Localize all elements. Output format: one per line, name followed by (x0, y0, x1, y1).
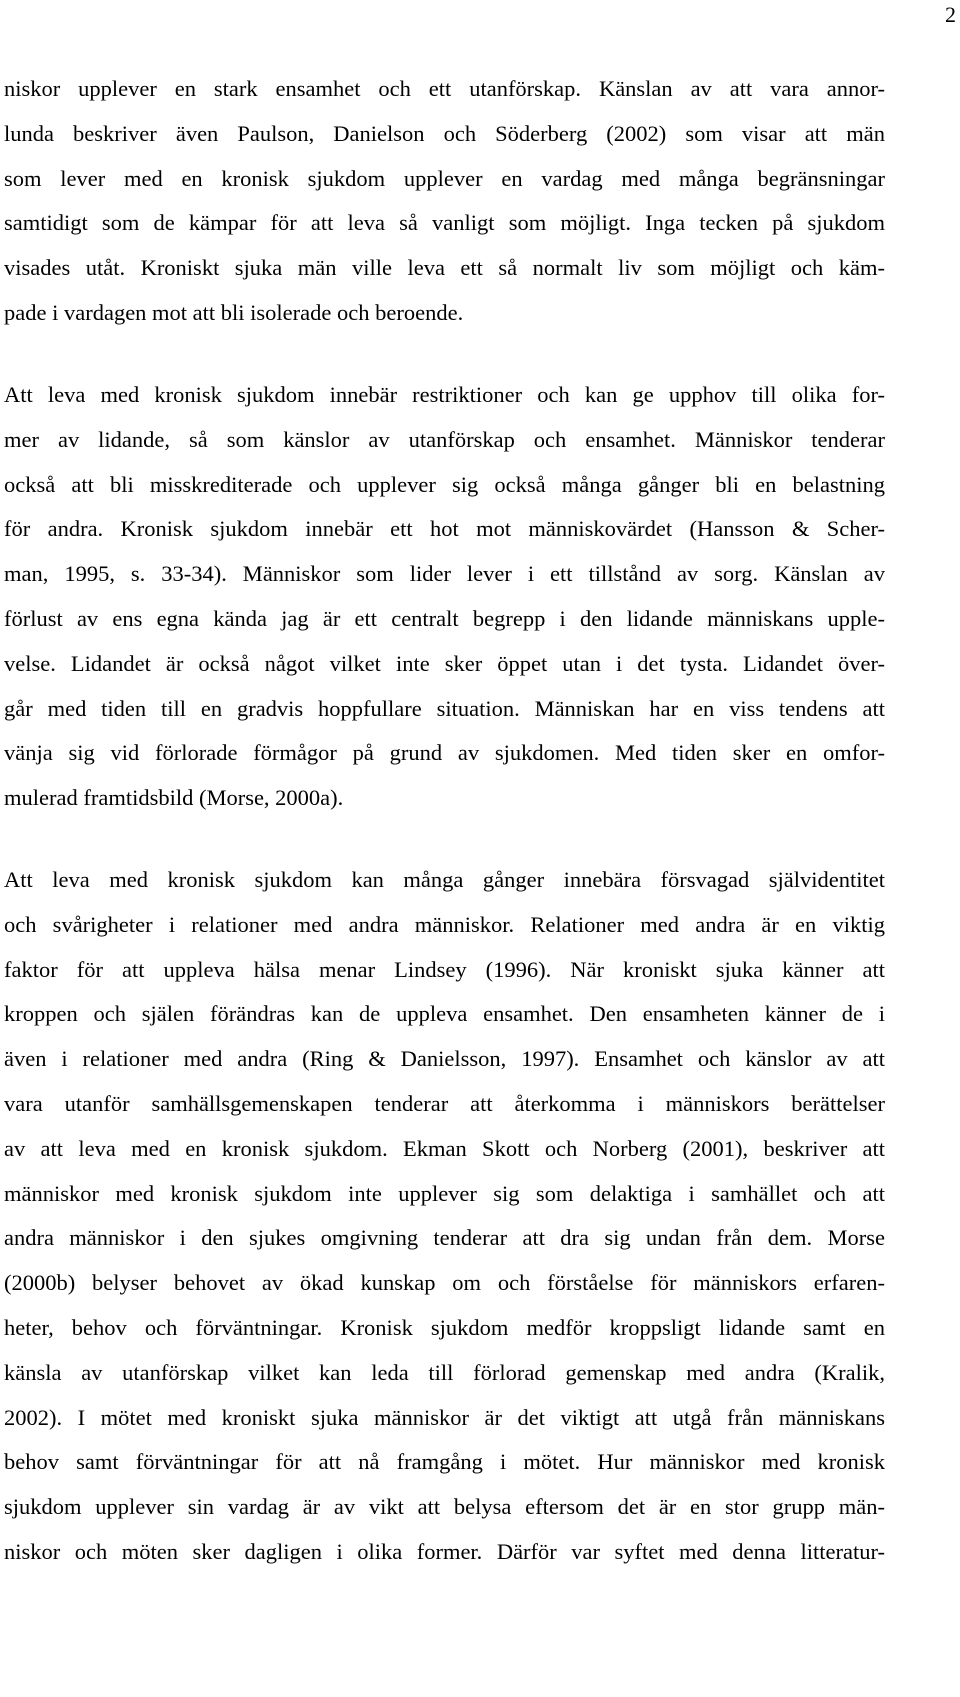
text-line: sjukdom upplever sin vardag är av vikt att belysa eftersom det är en stor grupp män- (4, 1494, 885, 1520)
paragraph-1 (4, 67, 885, 336)
text-line: heter, behov och förväntningar. Kronisk sjukdom medför kroppsligt lidande samt en (4, 1314, 885, 1340)
text-line: vara utanför samhällsgemenskapen tenderar att återkomma i människors berättelser (4, 1090, 885, 1116)
text-line: niskor och möten sker dagligen i olika former. Därför var syftet med denna litteratur- (4, 1538, 885, 1564)
text-line: (2000b) belyser behovet av ökad kunskap om och förståelse för människors erfaren- (4, 1270, 885, 1296)
text-line: mer av lidande, så som känslor av utanförskap och ensamhet. Människor tenderar (4, 426, 885, 452)
text-line: också att bli misskrediterade och upplever sig också många gånger bli en belastning (4, 471, 885, 497)
paragraph-2 (4, 373, 885, 821)
text-line: samtidigt som de kämpar för att leva så vanligt som möjligt. Inga tecken på sjukdom (4, 210, 885, 236)
text-line: niskor upplever en stark ensamhet och ett utanförskap. Känslan av att vara annor- (4, 76, 885, 101)
text-line: Att leva med kronisk sjukdom kan många gånger innebära försvagad självidentitet (4, 867, 885, 892)
text-line: 2002). I mötet med kroniskt sjuka människor är det viktigt att utgå från människans (4, 1404, 885, 1430)
text-line: kroppen och själen förändras kan de uppleva ensamhet. Den ensamheten känner de i (4, 1001, 885, 1027)
text-line: mulerad framtidsbild (Morse, 2000a). (4, 785, 344, 811)
text-line: även i relationer med andra (Ring & Danielsson, 1997). Ensamhet och känslor av att (4, 1046, 885, 1072)
text-line: och svårigheter i relationer med andra människor. Relationer med andra är en viktig (4, 911, 885, 937)
page-number: 2 (945, 2, 956, 27)
text-line: av att leva med en kronisk sjukdom. Ekman Skott och Norberg (2001), beskriver att (4, 1135, 885, 1161)
text-line: som lever med en kronisk sjukdom upplever en vardag med många begränsningar (4, 165, 885, 191)
text-line: människor med kronisk sjukdom inte upplever sig som delaktiga i samhället och att (4, 1180, 885, 1206)
text-line: behov samt förväntningar för att nå framgång i mötet. Hur människor med kronisk (4, 1449, 885, 1475)
text-line: faktor för att uppleva hälsa menar Lindsey (1996). När kroniskt sjuka känner att (4, 956, 885, 982)
text-line: förlust av ens egna kända jag är ett centralt begrepp i den lidande människans upple- (4, 605, 885, 631)
text-line: pade i vardagen mot att bli isolerade och beroende. (4, 299, 464, 325)
paragraph-3 (4, 858, 885, 1575)
text-line: går med tiden till en gradvis hoppfullare situation. Människan har en viss tendens att (4, 695, 885, 721)
text-line: för andra. Kronisk sjukdom innebär ett hot mot människovärdet (Hansson & Scher- (4, 516, 885, 542)
text-line: vänja sig vid förlorade förmågor på grund av sjukdomen. Med tiden sker en omfor- (4, 740, 885, 766)
text-line: visades utåt. Kroniskt sjuka män ville leva ett så normalt liv som möjligt och käm- (4, 255, 885, 281)
text-line: lunda beskriver även Paulson, Danielson och Söderberg (2002) som visar att män (4, 120, 885, 146)
text-line: Att leva med kronisk sjukdom innebär restriktioner och kan ge upphov till olika for- (4, 382, 885, 407)
text-line: man, 1995, s. 33-34). Människor som lider lever i ett tillstånd av sorg. Känslan av (4, 561, 885, 587)
text-line: känsla av utanförskap vilket kan leda till förlorad gemenskap med andra (Kralik, (4, 1359, 885, 1385)
text-line: andra människor i den sjukes omgivning tenderar att dra sig undan från dem. Morse (4, 1225, 885, 1251)
text-line: velse. Lidandet är också något vilket inte sker öppet utan i det tysta. Lidandet över- (4, 650, 885, 676)
